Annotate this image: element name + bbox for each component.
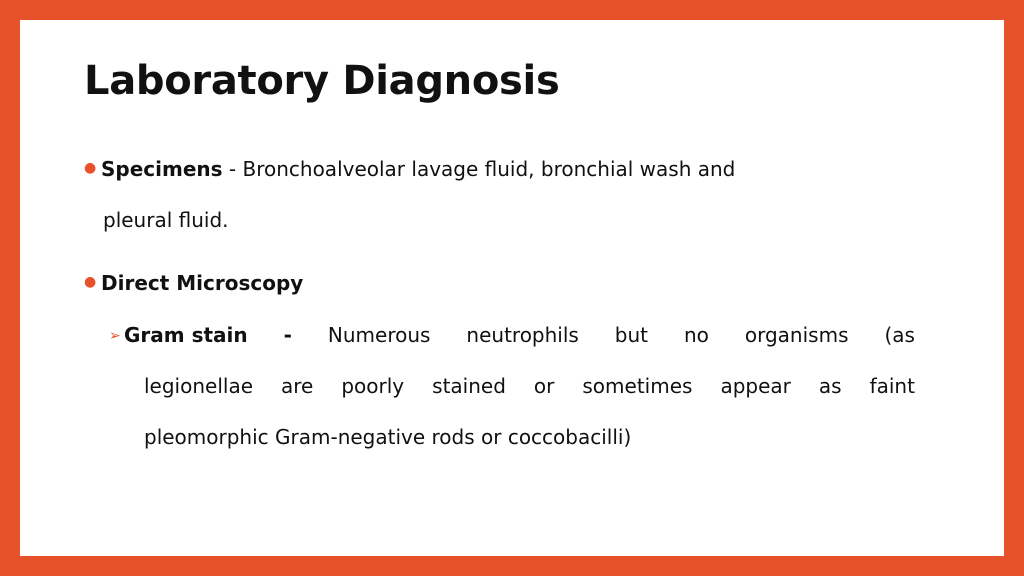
gram-line2-word: as [818, 374, 842, 398]
specimens-text-line1: Bronchoalveolar lavage fluid, bronchial wash and [242, 157, 736, 181]
specimens-separator: - [222, 157, 243, 181]
gram-line1-word: but [614, 323, 649, 347]
slide-title: Laboratory Diagnosis [84, 58, 560, 104]
gram-line2-word: appear [720, 374, 791, 398]
gram-line2-word: are [281, 374, 314, 398]
bullet-icon: ● [84, 274, 97, 290]
gram-line1-word: (as [884, 323, 915, 347]
gram-line2-word: poorly [341, 374, 405, 398]
arrow-bullet-icon: ➢ [109, 328, 121, 344]
gram-stain-label: Gram stain [124, 323, 248, 347]
gram-stain-separator: - [283, 323, 292, 347]
gram-line2-word: legionellae [144, 374, 254, 398]
bullet-direct-microscopy [84, 258, 904, 310]
bullet-icon: ● [84, 160, 97, 176]
gram-line1-word: no [683, 323, 709, 347]
specimens-label: Specimens [101, 157, 223, 181]
gram-line1-word: Numerous [327, 323, 431, 347]
specimens-text-line2: pleural fluid. [103, 208, 229, 232]
gram-line3: pleomorphic Gram-negative rods or coccobacilli) [144, 425, 632, 449]
direct-microscopy-label: Direct Microscopy [101, 271, 304, 295]
gram-line1-word: organisms [744, 323, 849, 347]
bullet-specimens [84, 144, 904, 196]
gram-line2-word: faint [869, 374, 915, 398]
gram-line2-word: or [533, 374, 555, 398]
gram-line2-word: stained [432, 374, 506, 398]
gram-line1-word: neutrophils [466, 323, 579, 347]
gram-line2-word: sometimes [582, 374, 693, 398]
